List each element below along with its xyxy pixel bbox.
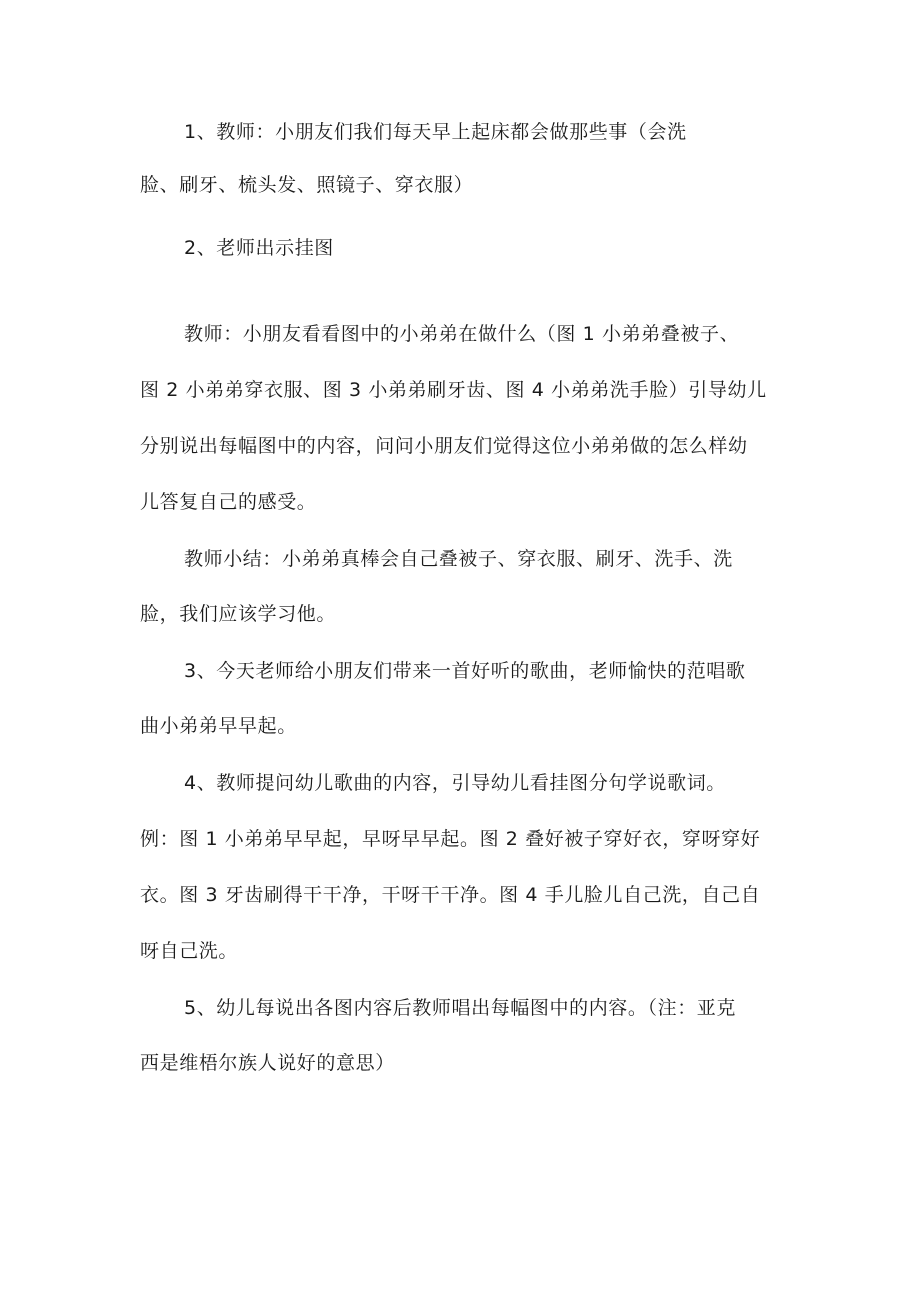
- paragraph-6-line-4: 呀自己洗。: [140, 940, 239, 962]
- paragraph-3-line-1: 教师：小朋友看看图中的小弟弟在做什么（图 1 小弟弟叠被子、: [184, 323, 740, 345]
- paragraph-3-line-3: 分别说出每幅图中的内容，问问小朋友们觉得这位小弟弟做的怎么样幼: [140, 435, 748, 457]
- paragraph-1-line-2: 脸、刷牙、梳头发、照镜子、穿衣服）: [140, 174, 474, 196]
- paragraph-7-line-1: 5、幼儿每说出各图内容后教师唱出每幅图中的内容。（注：亚克: [184, 997, 736, 1019]
- paragraph-6-line-2: 例：图 1 小弟弟早早起，早呀早早起。图 2 叠好被子穿好衣，穿呀穿好: [140, 828, 761, 850]
- paragraph-4-line-2: 脸，我们应该学习他。: [140, 603, 337, 625]
- paragraph-3-line-2: 图 2 小弟弟穿衣服、图 3 小弟弟刷牙齿、图 4 小弟弟洗手脸）引导幼儿: [140, 379, 767, 401]
- paragraph-6-line-3: 衣。图 3 牙齿刷得干干净，干呀干干净。图 4 手儿脸儿自己洗，自己自: [140, 884, 761, 906]
- paragraph-4-line-1: 教师小结：小弟弟真棒会自己叠被子、穿衣服、刷牙、洗手、洗: [184, 548, 733, 570]
- paragraph-6-line-1: 4、教师提问幼儿歌曲的内容，引导幼儿看挂图分句学说歌词。: [184, 772, 726, 794]
- paragraph-3-line-4: 儿答复自己的感受。: [140, 491, 317, 513]
- paragraph-5-line-2: 曲小弟弟早早起。: [140, 715, 297, 737]
- paragraph-5-line-1: 3、今天老师给小朋友们带来一首好听的歌曲，老师愉快的范唱歌: [184, 660, 746, 682]
- paragraph-2-line-1: 2、老师出示挂图: [184, 237, 334, 259]
- paragraph-1-line-1: 1、教师：小朋友们我们每天早上起床都会做那些事（会洗: [184, 121, 687, 143]
- paragraph-7-line-2: 西是维梧尔族人说好的意思）: [140, 1052, 395, 1074]
